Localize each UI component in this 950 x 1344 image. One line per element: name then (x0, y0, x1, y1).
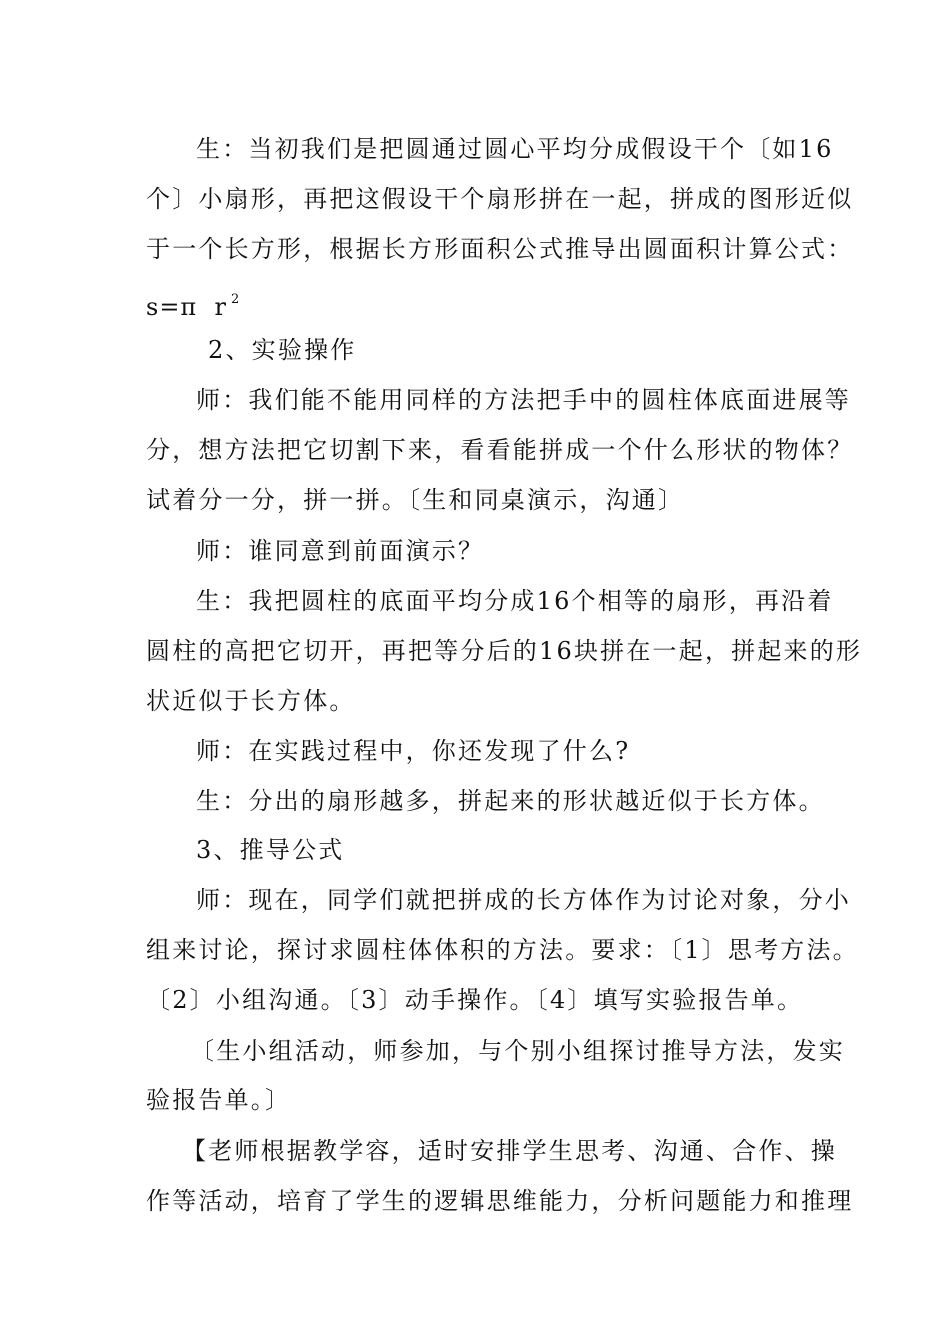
paragraph-line: 分，想方法把它切割下来，看看能拼成一个什么形状的物体？ (146, 436, 854, 464)
paragraph-line: 生：当初我们是把圆通过圆心平均分成假设干个〔如16 (196, 135, 834, 163)
paragraph-line: 验报告单。〕 (146, 1086, 292, 1114)
paragraph-line: 组来讨论，探讨求圆柱体体积的方法。要求：〔1〕思考方法。 (146, 936, 859, 964)
paragraph-line: 师：我们能不能用同样的方法把手中的圆柱体底面进展等 (196, 386, 851, 414)
paragraph-line: 师：在实践过程中，你还发现了什么? (196, 737, 631, 765)
area-formula (146, 284, 240, 323)
paragraph-line: 〔2〕小组沟通。〔3〕动手操作。〔4〕填写实验报告单。 (146, 986, 804, 1014)
paragraph-line: 个〕小扇形，再把这假设干个扇形拼在一起，拼成的图形近似 (146, 185, 854, 213)
paragraph-line: 生：分出的扇形越多，拼起来的形状越近似于长方体。 (196, 787, 825, 815)
paragraph-line: 〔生小组活动，师参加，与个别小组探讨推导方法，发实 (190, 1037, 845, 1065)
paragraph-line: 圆柱的高把它切开，再把等分后的16块拼在一起，拼起来的形 (146, 637, 863, 665)
paragraph-line: 试着分一分，拼一拼。〔生和同桌演示，沟通〕 (146, 486, 685, 514)
paragraph-line: 师：谁同意到前面演示？ (196, 537, 485, 565)
paragraph-line: 师：现在，同学们就把拼成的长方体作为讨论对象，分小 (196, 886, 851, 914)
paragraph-line: 生：我把圆柱的底面平均分成16个相等的扇形，再沿着 (196, 587, 834, 615)
paragraph-line: 【老师根据教学容，适时安排学生思考、沟通、合作、操 (182, 1137, 837, 1165)
formula-base: s=π r (146, 293, 227, 321)
paragraph-line: 状近似于长方体。 (146, 687, 356, 715)
paragraph-line: 于一个长方形，根据长方形面积公式推导出圆面积计算公式： (146, 235, 854, 263)
section-heading: 2、实验操作 (208, 336, 357, 364)
paragraph-line: 作等活动，培育了学生的逻辑思维能力，分析问题能力和推理 (146, 1187, 854, 1215)
formula-exponent: 2 (230, 292, 241, 307)
section-heading: 3、推导公式 (196, 836, 345, 864)
